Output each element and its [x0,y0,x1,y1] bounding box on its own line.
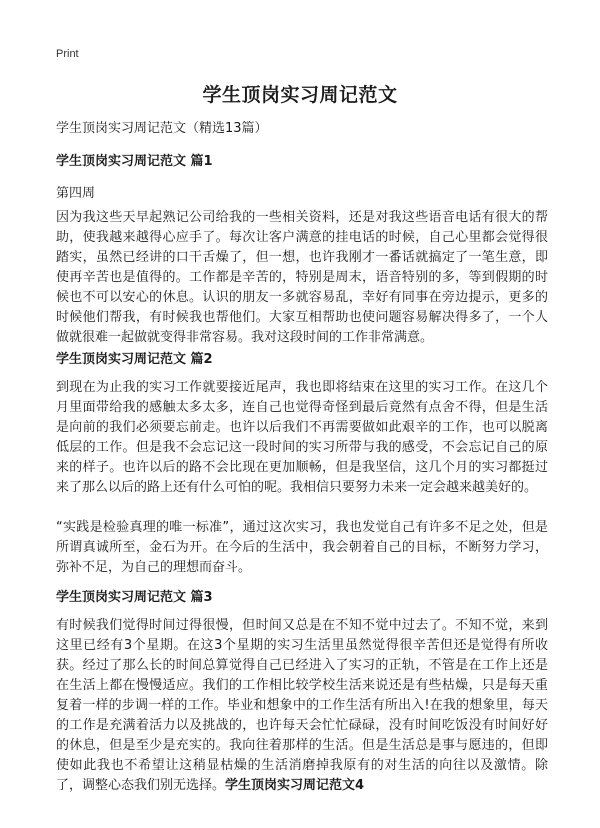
paragraph-4 [56,616,548,796]
section-heading-3: 学生顶岗实习周记范文 篇3 [56,590,213,605]
section-heading-2: 学生顶岗实习周记范文 篇2 [56,352,213,367]
page-title: 学生顶岗实习周记范文 [202,84,398,106]
section-heading-4: 学生顶岗实习周记范文4 [225,778,365,793]
paragraph-1: 因为我这些天早起熟记公司给我的一些相关资料，还是对我这些语音电话有很大的帮助，使我越来越得心应手了。每次让客户满意的挂电话的时候，自己心里都会觉得很踏实，虽然已经讲的口干舌燥了，但一想，也许我刚才一番话就搞定了一笔生意，即使再辛苦也是值得的。工作都是辛苦的，特别是周末，语音特别的多，等到假期的时候也不可以安心的休息。认识的朋友一多就容易乱，幸好有同事在旁边提示，更多的时候他们帮我，有时候我也帮他们。大家互相帮助也使问题容易解决得多了，一个人做就很难一起做就变得非常容易。我对这段时间的工作非常满意。 [56,210,548,345]
print-link[interactable]: Print [56,48,79,60]
paragraph-2: 到现在为止我的实习工作就要接近尾声，我也即将结束在这里的实习工作。在这几个月里面带给我的感触太多太多，连自己也觉得奇怪到最后竟然有点舍不得，但是生活是向前的我们必须要忘前走。也许以后我们不再需要做如此艰辛的工作，也可以脱离低层的工作。但是我不会忘记这一段时间的实习所带与我的感受，不会忘记自己的原来的样子。也许以后的路不会比现在更加顺畅，但是我坚信，这几个月的实习都挺过来了那么以后的路上还有什么可怕的呢。我相信只要努力未来一定会越来越美好的。 [56,380,548,495]
document-intro: 学生顶岗实习周记范文（精选13篇） [56,121,268,136]
section-subheading-week: 第四周 [56,186,96,201]
paragraph-3: “实践是检验真理的唯一标准”，通过这次实习，我也发觉自己有许多不足之处，但是所谓真诚所至，金石为开。在今后的生活中，我会朝着自己的目标，不断努力学习，弥补不足，为自己的理想而奋斗。 [56,520,548,575]
paragraph-4-text: 有时候我们觉得时间过得很慢，但时间又总是在不知不觉中过去了。不知不觉，来到这里已经有3个星期。在这3个星期的实习生活里虽然觉得很辛苦但还是觉得有所收获。经过了那么长的时间总算觉得自己已经进入了实习的正轨，不管是在工作上还是在生活上都在慢慢适应。我们的工作相比较学校生活来说还是有些枯燥，只是每天重复着一样的步调一样的工作。毕业和想象中的工作生活有所出入!在我的想象里，每天的工作是充满着活力以及挑战的，也许每天会忙忙碌碌，没有时间吃饭没有时间好好的休息，但是至少是充实的。我向往着那样的生活。但是生活总是事与愿违的，但即使如此我也不希望让这稍显枯燥的生活消磨掉我原有的对生活的向往以及激情。除了，调整心态我们别无选择。 [56,618,548,793]
section-heading-1: 学生顶岗实习周记范文 篇1 [56,154,213,169]
